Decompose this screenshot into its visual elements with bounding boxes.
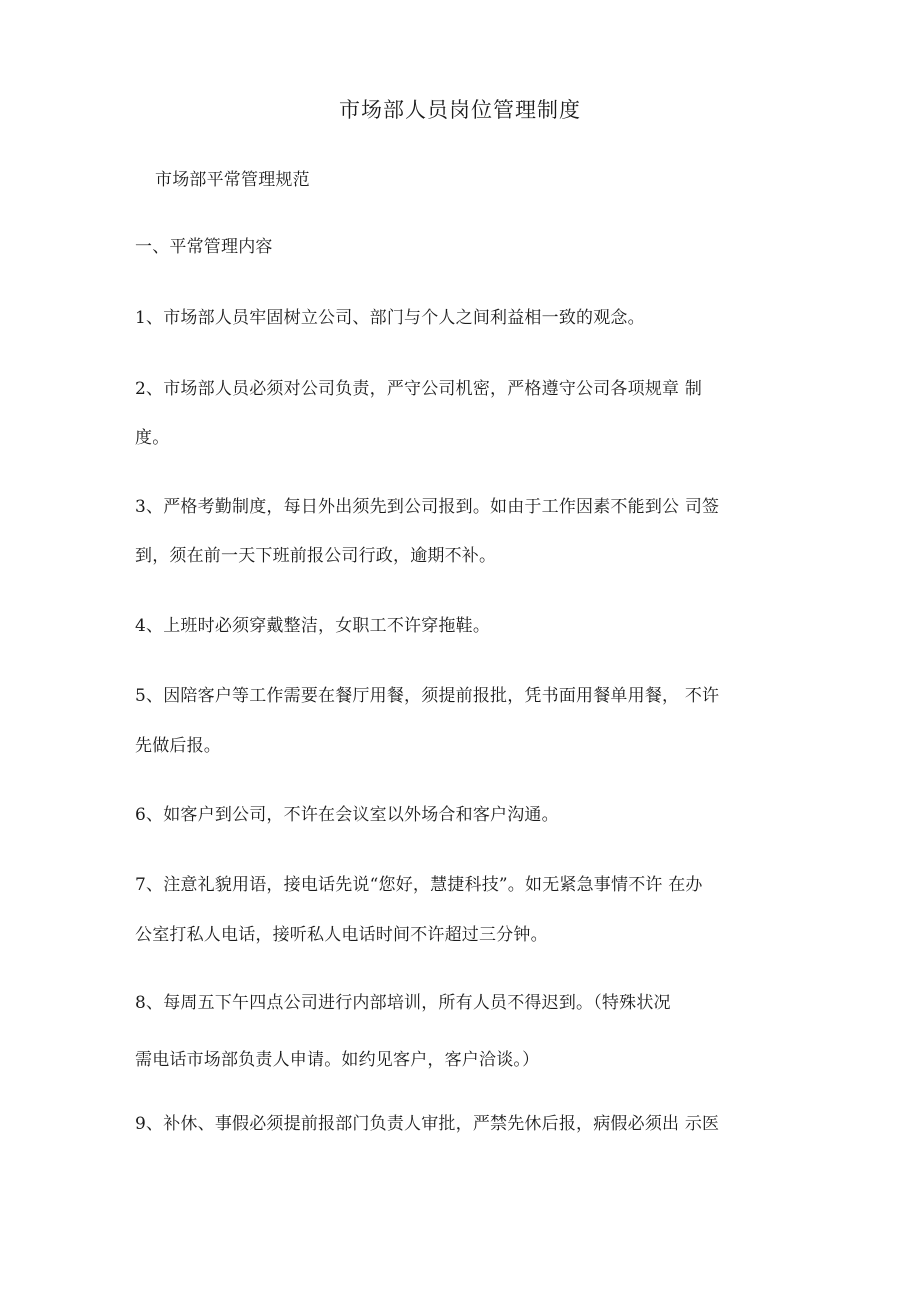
document-title: 市场部人员岗位管理制度 (339, 98, 581, 122)
paragraph-line-1: 1、市场部人员牢固树立公司、部门与个人之间利益相一致的观念。 (135, 308, 645, 328)
paragraph-line-2b: 度。 (135, 428, 170, 448)
paragraph-line-8b: 需电话市场部负责人申请。如约见客户，客户洽谈。） (135, 1050, 540, 1070)
paragraph-line-9: 9、补休、事假必须提前报部门负责人审批，严禁先休后报，病假必须出 示医 (135, 1114, 720, 1134)
paragraph-line-5b: 先做后报。 (135, 736, 221, 756)
paragraph-line-7a: 7、注意礼貌用语，接电话先说“您好，慧捷科技”。如无紧急事情不许 在办 (135, 875, 703, 895)
paragraph-line-3a: 3、严格考勤制度，每日外出须先到公司报到。如由于工作因素不能到公 司签 (135, 497, 720, 517)
paragraph-line-2a: 2、市场部人员必须对公司负责，严守公司机密，严格遵守公司各项规章 制 (135, 379, 703, 399)
paragraph-line-8a: 8、每周五下午四点公司进行内部培训，所有人员不得迟到。（特殊状况 (135, 993, 671, 1013)
paragraph-line-5a: 5、因陪客户等工作需要在餐厅用餐，须提前报批，凭书面用餐单用餐， 不许 (135, 686, 720, 706)
paragraph-line-4: 4、上班时必须穿戴整洁，女职工不许穿拖鞋。 (135, 616, 491, 636)
paragraph-line-6: 6、如客户到公司，不许在会议室以外场合和客户沟通。 (135, 805, 559, 825)
document-subtitle: 市场部平常管理规范 (155, 170, 310, 190)
section-heading: 一、平常管理内容 (135, 237, 273, 257)
paragraph-line-3b: 到，须在前一天下班前报公司行政，逾期不补。 (135, 546, 497, 566)
paragraph-line-7b: 公室打私人电话，接听私人电话时间不许超过三分钟。 (135, 925, 548, 945)
